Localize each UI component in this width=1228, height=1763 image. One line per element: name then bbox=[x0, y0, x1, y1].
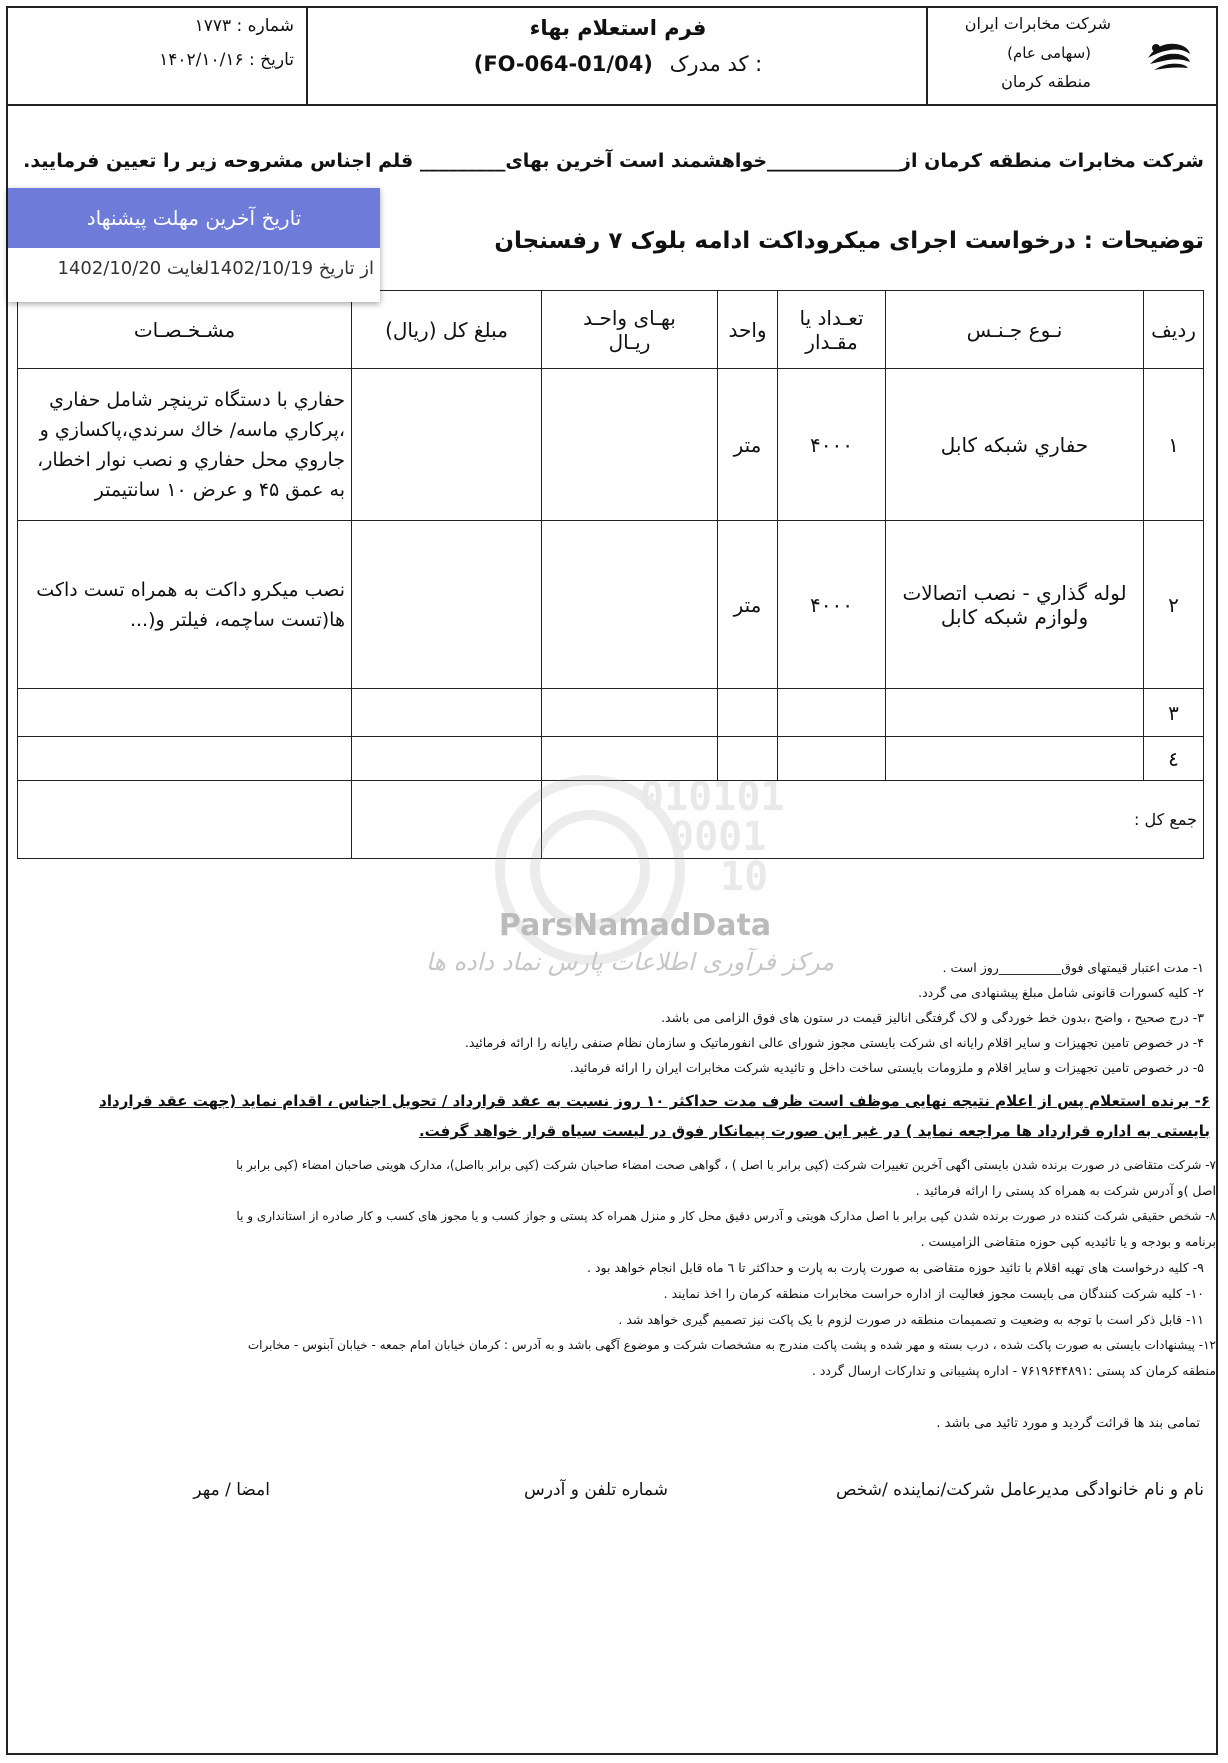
col-header-item: نـوع جـنـس bbox=[886, 291, 1144, 369]
cell-no: ۲ bbox=[1144, 521, 1204, 689]
note-8: ۸- شخص حقیقی شرکت کننده در صورت برنده شدن کپی برابر با اصل مدارک هویتی و آدرس دقیق محل کار و منزل همراه کد پستی و جواز کسب و یا مجوز های کسب و کار صادره از استانداری و یا bbox=[236, 1209, 1216, 1223]
table-row bbox=[18, 521, 1204, 689]
watermark-subtitle: مرکز فرآوری اطلاعات پارس نماد داده ها bbox=[425, 948, 835, 976]
col-header-unit: واحد bbox=[718, 291, 778, 369]
note-7-cont: اصل )و آدرس شرکت به همراه کد پستی را ارائه فرمائید . bbox=[915, 1183, 1216, 1198]
form-title: فرم استعلام بهاء bbox=[529, 16, 707, 40]
svg-text:010101: 010101 bbox=[640, 774, 785, 820]
request-line: شرکت مخابرات منطقه کرمان از______________خواهشمند است آخرین بهای_________ قلم اجناس مشروحه زیر را تعیین فرمایید. bbox=[23, 150, 1204, 172]
cell-no: ۱ bbox=[1144, 369, 1204, 521]
doc-date: تاریخ : ۱۴۰۲/۱۰/۱۶ bbox=[159, 50, 294, 70]
cell-qty: ۴۰۰۰ bbox=[778, 521, 886, 689]
header-number-cell bbox=[6, 6, 308, 104]
doc-code: (FO-064-01/04) bbox=[473, 52, 653, 76]
note-9: ۹- کلیه درخواست های تهیه اقلام با تائید حوزه متقاضی به صورت پارت به پارت و حداکثر تا ٦ ماه قابل انجام خواهد بود . bbox=[587, 1260, 1204, 1275]
deadline-range: از تاریخ 1402/10/19لغایت 1402/10/20 bbox=[57, 258, 374, 279]
svg-text:10: 10 bbox=[720, 854, 769, 900]
cell-spec bbox=[18, 737, 352, 781]
cell-item: لوله گذاري - نصب اتصالات ولوازم شبكه كابل bbox=[886, 521, 1144, 689]
cell-qty: ۴۰۰۰ bbox=[778, 369, 886, 521]
company-type: (سهامی عام) bbox=[1007, 44, 1091, 62]
note-2: ۲- کلیه کسورات قانونی شامل مبلغ پیشنهادی می گردد. bbox=[918, 985, 1204, 1000]
cell-unit: متر bbox=[718, 369, 778, 521]
deadline-title: تاریخ آخرین مهلت پیشنهاد bbox=[8, 188, 380, 248]
note-7: ۷- شرکت متقاضی در صورت برنده شدن بایستی اگهی آخرین تغییرات شرکت (کپی برابر با اصل ) ، گواهی صحت امضاء صاحبان شرکت (کپی برابر بااصل)، مدارک هویتی صاحبان امضاء (کپی برابر با bbox=[236, 1158, 1216, 1172]
form-header bbox=[6, 6, 1218, 106]
signature-phone-label: شماره تلفن و آدرس bbox=[524, 1480, 668, 1500]
signature-stamp-label: امضا / مهر bbox=[193, 1480, 270, 1500]
deadline-box bbox=[8, 188, 380, 302]
company-name: شرکت مخابرات ایران bbox=[964, 14, 1111, 33]
note-12: ۱۲- پیشنهادات بایستی به صورت پاکت شده ، درب بسته و مهر شده و پشت پاکت مندرج به مشخصات شرکت و موضوع آگهی باشد و به آدرس : کرمان خیابان امام جمعه - خیابان آبنوس - مخابرات bbox=[247, 1338, 1216, 1352]
note-1: ۱- مدت اعتبار قیمتهای فوق__________روز است . bbox=[942, 960, 1204, 975]
sum-label: جمع کل : bbox=[542, 781, 1204, 859]
cell-no: ۳ bbox=[1144, 689, 1204, 737]
header-title-cell bbox=[308, 6, 928, 104]
note-6-line-1: ۶- برنده استعلام پس از اعلام نتیجه نهایی موظف است ظرف مدت حداکثر ۱۰ روز نسبت به عقد قرارداد / تحویل اجناس ، اقدام نماید (جهت عقد قرارداد bbox=[99, 1092, 1210, 1110]
watermark-emblem-icon bbox=[440, 710, 820, 1030]
col-header-qty: تعـداد یا مقـدار bbox=[778, 291, 886, 369]
tci-logo-icon bbox=[1144, 36, 1194, 76]
company-region: منطقه کرمان bbox=[1001, 72, 1091, 91]
description: توضیحات : درخواست اجرای میکروداکت ادامه بلوک ۷ رفسنجان bbox=[494, 228, 1204, 254]
note-11: ۱۱- قابل ذکر است با توجه به وضعیت و تصمیمات منطقه در صورت لزوم با یک پاکت نیز تصمیم گیری خواهد شد . bbox=[618, 1312, 1204, 1327]
note-8-cont: برنامه و بودجه و یا تائیدیه کپی حوزه متقاضی الزامیست . bbox=[920, 1234, 1216, 1249]
note-12-cont: منطقه کرمان کد پستی :۷۶۱۹۶۴۴۸۹۱ - اداره پشیبانی و تدارکات ارسال گردد . bbox=[811, 1363, 1216, 1378]
cell-no: ٤ bbox=[1144, 737, 1204, 781]
cell-unit: متر bbox=[718, 521, 778, 689]
watermark-brand: ParsNamadData bbox=[498, 908, 772, 943]
note-6-line-2: بایستی به اداره قرارداد ها مراجعه نماید ) در غیر این صورت پیمانکار فوق در لیست سیاه قرار خواهد گرفت. bbox=[418, 1122, 1210, 1140]
col-header-price: بهـای واحـد ریـال bbox=[542, 291, 718, 369]
table-row bbox=[18, 369, 1204, 521]
cell-price[interactable] bbox=[542, 521, 718, 689]
col-header-row: ردیف bbox=[1144, 291, 1204, 369]
doc-number: شماره : ۱۷۷۳ bbox=[194, 16, 294, 36]
sum-spec-cell bbox=[18, 781, 352, 859]
svg-text:0001: 0001 bbox=[670, 814, 767, 860]
cell-item: حفاري شبكه كابل bbox=[886, 369, 1144, 521]
confirmation-text: تمامی بند ها قرائت گردید و مورد تائید می باشد . bbox=[936, 1416, 1200, 1431]
cell-spec: نصب میکرو داکت به همراه تست داکت ها(تست ساچمه، فیلتر و(... bbox=[18, 521, 352, 689]
note-5: ۵- در خصوص تامین تجهیزات و سایر اقلام و ملزومات بایستی ساخت داخل و تائیدیه شرکت مخابرات ایران را ارائه فرمائید. bbox=[569, 1060, 1204, 1075]
note-3: ۳- درج صحیح ، واضح ،بدون خط خوردگی و لاک گرفتگی انالیز قیمت در ستون های فوق الزامی می باشد. bbox=[661, 1010, 1204, 1025]
cell-item bbox=[886, 737, 1144, 781]
note-10: ۱۰- کلیه شرکت کنندگان می بایست مجوز فعالیت از اداره حراست مخابرات منطقه کرمان را اخذ نمایند . bbox=[663, 1286, 1204, 1301]
cell-spec bbox=[18, 689, 352, 737]
cell-item bbox=[886, 689, 1144, 737]
cell-spec: حفاري با دستگاه ترينچر شامل حفاري ،پركاري ماسه/ خاك سرندي،پاكسازي و جاروي محل حفاري و نصب نوار اخطار، به عمق ۴۵ و عرض ۱۰ سانتيمتر bbox=[18, 369, 352, 521]
col-header-spec: مشـخـصـات bbox=[18, 291, 352, 369]
doc-code-label: کد مدرک : bbox=[669, 52, 763, 76]
table-header-row bbox=[18, 291, 1204, 369]
cell-price[interactable] bbox=[542, 369, 718, 521]
header-company-cell bbox=[928, 6, 1216, 104]
col-header-total: مبلغ کل (ریال) bbox=[352, 291, 542, 369]
note-4: ۴- در خصوص تامین تجهیزات و سایر اقلام رایانه ای شرکت بایستی مجوز شورای عالی انفورماتیک و سازمان نظام صنفی رایانه را ارائه فرمائید. bbox=[464, 1035, 1204, 1050]
cell-total[interactable] bbox=[352, 369, 542, 521]
cell-total[interactable] bbox=[352, 521, 542, 689]
signature-name-label: نام و نام خانوادگی مدیرعامل شرکت/نماینده /شخص bbox=[835, 1480, 1204, 1500]
